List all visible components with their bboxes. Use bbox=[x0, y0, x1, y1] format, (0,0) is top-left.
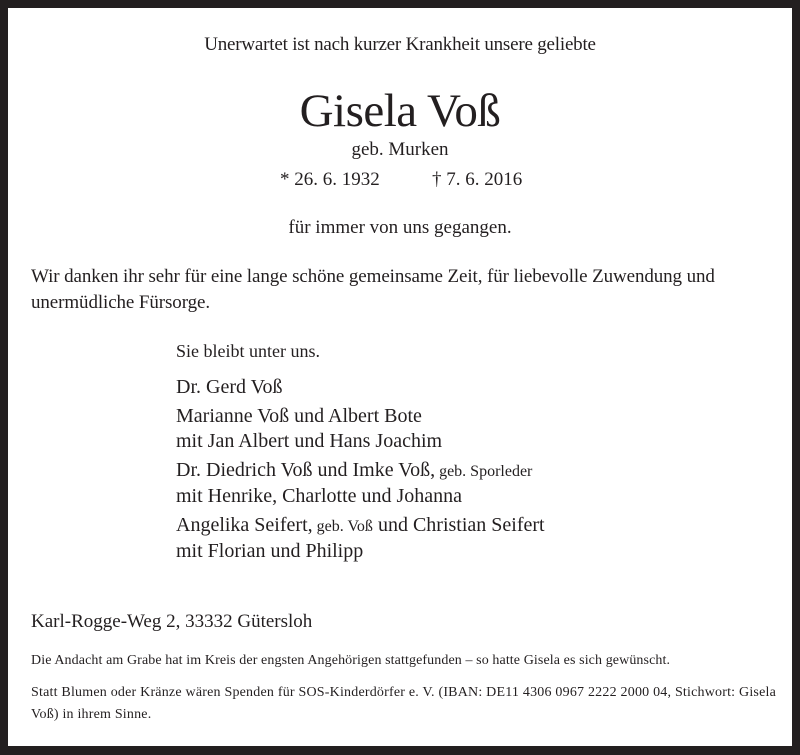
family-names-cont: und Christian Seifert bbox=[372, 514, 545, 536]
intro-text: Unerwartet ist nach kurzer Krankheit unsere geliebte bbox=[204, 34, 596, 55]
family-name-line bbox=[176, 458, 545, 484]
ceremony-note: Die Andacht am Grabe hat im Kreis der engsten Angehörigen stattgefunden – so hatte Gisela es sich gewünscht. bbox=[31, 653, 671, 668]
death-date: † 7. 6. 2016 bbox=[432, 169, 523, 190]
family-children-line: mit Jan Albert und Hans Joachim bbox=[176, 430, 443, 452]
stays-text: Sie bleibt unter uns. bbox=[176, 341, 320, 361]
thanks-paragraph: Wir danken ihr sehr für eine lange schöne gemeinsame Zeit, für liebevolle Zuwendung und unermüdliche Fürsorge. bbox=[31, 266, 715, 313]
maiden-note: geb. Sporleder bbox=[435, 463, 533, 480]
family-name-line: Dr. Gerd Voß bbox=[176, 376, 283, 398]
family-list bbox=[176, 375, 545, 568]
family-children-line: mit Henrike, Charlotte und Johanna bbox=[176, 485, 463, 507]
obituary-card bbox=[8, 8, 792, 746]
donation-note: Statt Blumen oder Kränze wären Spenden für SOS-Kinderdörfer e. V. (IBAN: DE11 4306 0967 2222 2000 04, Stichwort: Gisela Voß) in ihrem Sinne. bbox=[31, 685, 776, 722]
family-entry bbox=[176, 375, 545, 400]
deceased-name: Gisela Voß bbox=[299, 85, 501, 137]
maiden-name: geb. Murken bbox=[351, 139, 449, 160]
family-children-line: mit Florian und Philipp bbox=[176, 540, 364, 562]
family-entry bbox=[176, 513, 545, 564]
birth-date: * 26. 6. 1932 bbox=[280, 169, 380, 190]
address: Karl-Rogge-Weg 2, 33332 Gütersloh bbox=[31, 611, 313, 632]
maiden-note: geb. Voß bbox=[312, 518, 373, 535]
passed-away-text: für immer von uns gegangen. bbox=[288, 217, 512, 238]
family-names: Dr. Diedrich Voß und Imke Voß, bbox=[176, 459, 436, 481]
family-name-line: Marianne Voß und Albert Bote bbox=[176, 405, 422, 427]
family-name-line bbox=[176, 513, 545, 539]
family-names: Angelika Seifert, bbox=[176, 514, 313, 536]
family-entry bbox=[176, 404, 545, 454]
family-entry bbox=[176, 458, 545, 509]
